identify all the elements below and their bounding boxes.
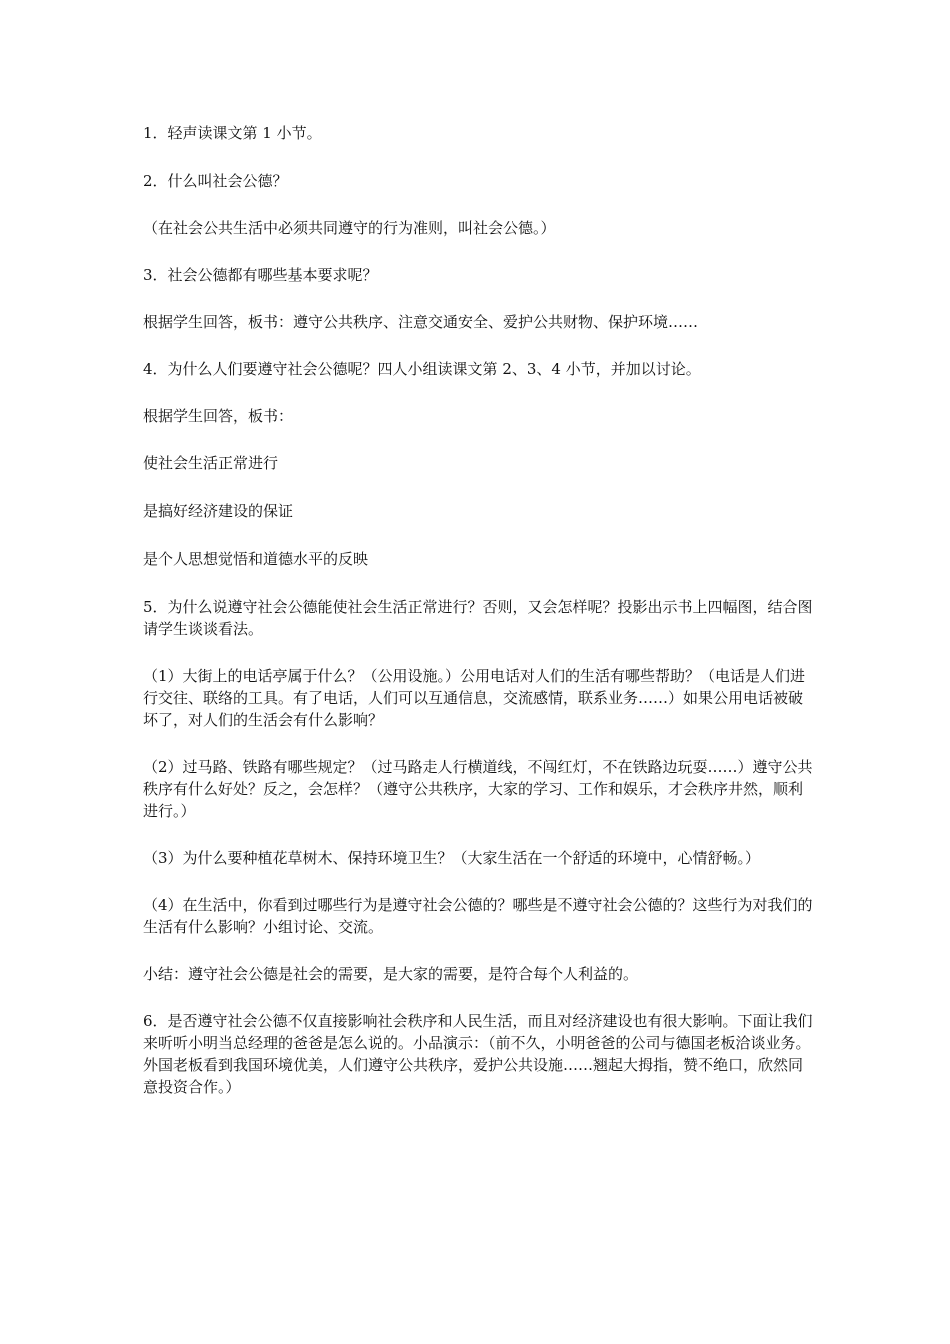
paragraph-8: 使社会生活正常进行 — [143, 454, 279, 472]
document-body — [143, 122, 815, 1123]
paragraph-16: 小结：遵守社会公德是社会的需要，是大家的需要，是符合每个人利益的。 — [143, 965, 639, 983]
paragraph-7: 根据学生回答，板书： — [143, 407, 294, 425]
paragraph-13: （2）过马路、铁路有哪些规定？（过马路走人行横道线，不闯红灯，不在铁路边玩耍……）遵守公共秩序有什么好处？反之，会怎样？（遵守公共秩序，大家的学习、工作和娱乐，才会秩序井然，顺利进行。） — [143, 758, 813, 820]
paragraph-10: 是个人思想觉悟和道德水平的反映 — [143, 550, 369, 568]
paragraph-6: 4．为什么人们要遵守社会公德呢？四人小组读课文第 2、3、4 小节，并加以讨论。 — [143, 360, 701, 378]
paragraph-2: 2．什么叫社会公德？ — [143, 172, 288, 190]
paragraph-4: 3．社会公德都有哪些基本要求呢？ — [143, 266, 378, 284]
paragraph-1: 1．轻声读课文第 1 小节。 — [143, 124, 322, 142]
paragraph-5: 根据学生回答，板书：遵守公共秩序、注意交通安全、爱护公共财物、保护环境…… — [143, 313, 699, 331]
paragraph-15: （4）在生活中，你看到过哪些行为是遵守社会公德的？哪些是不遵守社会公德的？这些行为对我们的生活有什么影响？小组讨论、交流。 — [143, 896, 813, 936]
paragraph-3: （在社会公共生活中必须共同遵守的行为准则，叫社会公德。） — [143, 219, 556, 237]
paragraph-12: （1）大街上的电话亭属于什么？（公用设施。）公用电话对人们的生活有哪些帮助？（电话是人们进行交往、联络的工具。有了电话，人们可以互通信息，交流感情，联系业务……）如果公用电话被破坏了，对人们的生活会有什么影响？ — [143, 667, 806, 729]
paragraph-9: 是搞好经济建设的保证 — [143, 502, 294, 520]
paragraph-17: 6．是否遵守社会公德不仅直接影响社会秩序和人民生活，而且对经济建设也有很大影响。下面让我们来听听小明当总经理的爸爸是怎么说的。小品演示：（前不久，小明爸爸的公司与德国老板洽谈业务。外国老板看到我国环境优美，人们遵守公共秩序，爱护公共设施……翘起大拇指，赞不绝口，欣然同意投资合作。） — [143, 1012, 813, 1096]
paragraph-11: 5．为什么说遵守社会公德能使社会生活正常进行？否则，又会怎样呢？投影出示书上四幅图，结合图请学生谈谈看法。 — [143, 598, 813, 638]
paragraph-14: （3）为什么要种植花草树木、保持环境卫生？（大家生活在一个舒适的环境中，心情舒畅。） — [143, 849, 761, 867]
